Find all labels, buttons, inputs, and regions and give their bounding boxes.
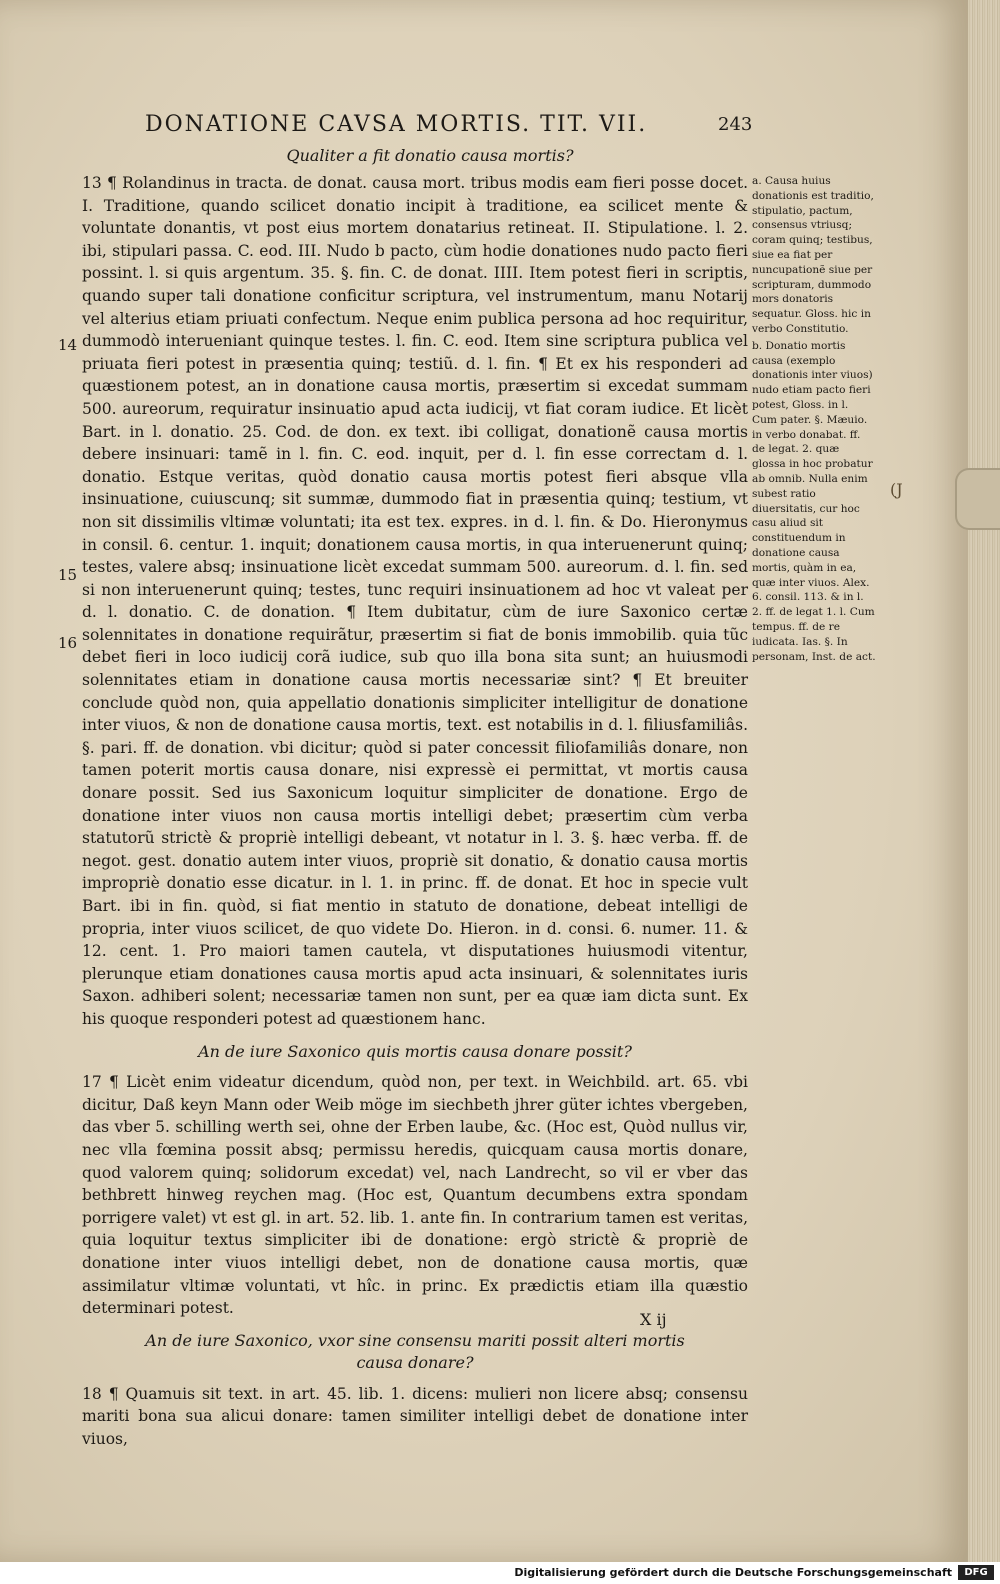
main-text bbox=[82, 172, 748, 1451]
section-1-heading: Qualiter a fit donatio causa mortis? bbox=[286, 146, 574, 165]
page-number: 243 bbox=[718, 114, 753, 135]
margin-number-15: 15 bbox=[58, 566, 78, 584]
section-3-heading-line-1: An de iure Saxonico, vxor sine consensu mariti possit alteri mortis bbox=[145, 1330, 685, 1350]
section-2-text: 17 ¶ Licèt enim videatur dicendum, quòd non, per text. in Weichbild. art. 65. vbi dicitur, Daß keyn Mann oder Weib möge im siechbeth jhrer güter ichtes vbergeben, das vber 5. schilling werth sei, ohne der Erben laube, &c. (Hoc est, Quòd nullus vir, nec vlla fœmina possit absq; permissu heredis, quicquam causa mortis donare, quod valorem quinq; solidorum excedat) vel, nach Landrecht, so vil er vber das bethbrett hinweg reychen mag. (Hoc est, Quantum decumbens extra spondam porrigere valet) vt est gl. in art. 52. lib. 1. ante fin. In contrarium tamen est veritas, quia loquitur textus simpliciter ibi de donatione: ergò strictè & propriè de donatione inter viuos intelligi debet, non de donatione causa mortis, quæ assimilatur vltimæ voluntati, vt hîc. in princ. Ex prædictis etiam illa quæstio determinari potest. bbox=[82, 1073, 748, 1318]
footer-credit: Digitalisierung gefördert durch die Deutsche Forschungsgemeinschaft bbox=[514, 1566, 952, 1579]
handwritten-annotation: (J bbox=[890, 480, 903, 499]
section-3-text: 18 ¶ Quamuis sit text. in art. 45. lib. 1. dicens: mulieri non licere absq; consensu mariti bona sua alicui donare: tamen similiter intelligi debet de donatione inter viuos, bbox=[82, 1384, 748, 1449]
margin-number-14: 14 bbox=[58, 336, 78, 354]
page-edges bbox=[968, 0, 1000, 1562]
margin-number-16: 16 bbox=[58, 634, 78, 652]
dfg-logo: DFG bbox=[958, 1565, 994, 1580]
section-1-text: 13 ¶ Rolandinus in tracta. de donat. causa mort. tribus modis eam fieri posse docet. I. Traditione, quando scilicet donatio incipit à traditione, ea scilicet mente & voluntate donantis, vt post eius mortem donatarius retineat. II. Stipulatione. l. 2. ibi, stipulari passa. C. eod. III. Nudo b pacto, cùm hodie donationes nudo pacto fieri possint. l. si quis argentum. 35. §. fin. C. de donat. IIII. Item potest fieri in scriptis, quando super tali donatione conficitur scriptura, vel instrumentum, manu Notarij vel alterius etiam priuati confectum. Neque enim publica persona ad hoc requiritur, dummodò interueniant quinque testes. l. fin. C. eod. Item sine scriptura publica vel priuata fieri potest in præsentia quinq; testiũ. d. l. fin. ¶ Et ex his responderi ad quæstionem potest, an in donatione causa mortis, præsertim si excedat summam 500. aureorum, requiratur insinuatio apud acta iudicij, vt fiat coram iudice. Et licèt Bart. in l. donatio. 25. Cod. de don. ex text. ibi colligat, donationẽ causa mortis debere insinuari: tamẽ in l. fin. C. eod. inquit, per d. l. fin esse correctam d. l. donatio. Estque veritas, quòd donatio causa mortis potest fieri absque vlla insinuatione, cuiuscunq; sit summæ, dummodo fiat in præsentia quinq; testium, vt non sit dissimilis vltimæ voluntati; ita est tex. expres. in d. l. fin. & Do. Hieronymus in consil. 6. centur. 1. inquit; donationem causa mortis, in qua interuenerunt quinq; testes, valere absq; insinuatione licèt excedat summam 500. aureorum. d. l. fin. sed si non interuenerunt quinq; testes, tunc requiri insinuationem ad hoc vt valeat per d. l. donatio. C. de donation. ¶ Item dubitatur, cùm de iure Saxonico certæ solennitates in donatione requirãtur, præsertim si fiat de bonis immobilib. quia tũc debet fieri in loco iudicij corã iudice, sub quo illa bona sita sunt; an huiusmodi solennitates etiam in donatione causa mortis necessariæ sint? ¶ Et breuiter conclude quòd non, quia appellatio donationis simpliciter intelligitur de donatione inter viuos, & non de donatione causa mortis, text. est notabilis in d. l. filiusfamiliâs. §. pari. ff. de donation. vbi dicitur; quòd si pater concessit filiofamiliâs donare, non tamen poterit mortis causa donare, nisi expressè ei permittat, vt mortis causa donare possit. Sed ius Saxonicum loquitur simpliciter de donatione. Ergo de donatione inter viuos non causa mortis intelligi debet; præsertim cùm verba statutorũ strictè & propriè intelligi debeant, vt notatur in l. 3. §. hæc verba. ff. de negot. gest. donatio autem inter viuos, propriè sit donatio, & donatio causa mortis impropriè donatio esse dicatur. in l. 1. in princ. ff. de donat. Et hoc in specie vult Bart. ibi in fin. quòd, si fiat mentio in statuto de donatione, debeat intelligi de propria, inter viuos scilicet, de quo videte Do. Hieron. in d. consi. 6. numer. 11. & 12. cent. 1. Pro maiori tamen cautela, vt disputationes huiusmodi vitentur, plerunque etiam donationes causa mortis apud acta insinuari, & solennitates iuris Saxon. adhiberi solent; necessariæ tamen non sunt, per ea quæ iam dicta sunt. Ex his quoque responderi potest ad quæstionem hanc. bbox=[82, 174, 748, 1028]
running-title: DONATIONE CAVSA MORTIS. TIT. VII. bbox=[145, 112, 648, 137]
book-clasp bbox=[955, 468, 1000, 530]
side-note-a: a. Causa huius donationis est traditio, stipulatio, pactum, consensus vtriusq; coram quinq; testibus, siue ea fiat per nuncupationẽ siue per scripturam, dummodo mors donatoris sequatur. Gloss. hic in verbo Constitutio. bbox=[752, 175, 874, 335]
signature-mark: X ij bbox=[640, 1310, 667, 1329]
section-3-heading-line-2: causa donare? bbox=[356, 1353, 474, 1373]
section-2-heading: An de iure Saxonico quis mortis causa donare possit? bbox=[198, 1041, 632, 1061]
side-notes bbox=[752, 174, 876, 666]
side-note-b: b. Donatio mortis causa (exemplo donationis inter viuos) nudo etiam pacto fieri potest, Gloss. in l. Cum pater. §. Mæuio. in verbo donabat. ff. de legat. 2. quæ glossa in hoc probatur ab omnib. Nulla enim subest ratio diuersitatis, cur hoc casu aliud sit constituendum in donatione causa mortis, quàm in ea, quæ inter viuos. Alex. 6. consil. 113. & in l. 2. ff. de legat 1. l. Cum tempus. ff. de re iudicata. Ias. §. In personam, Inst. de act. bbox=[752, 339, 876, 663]
